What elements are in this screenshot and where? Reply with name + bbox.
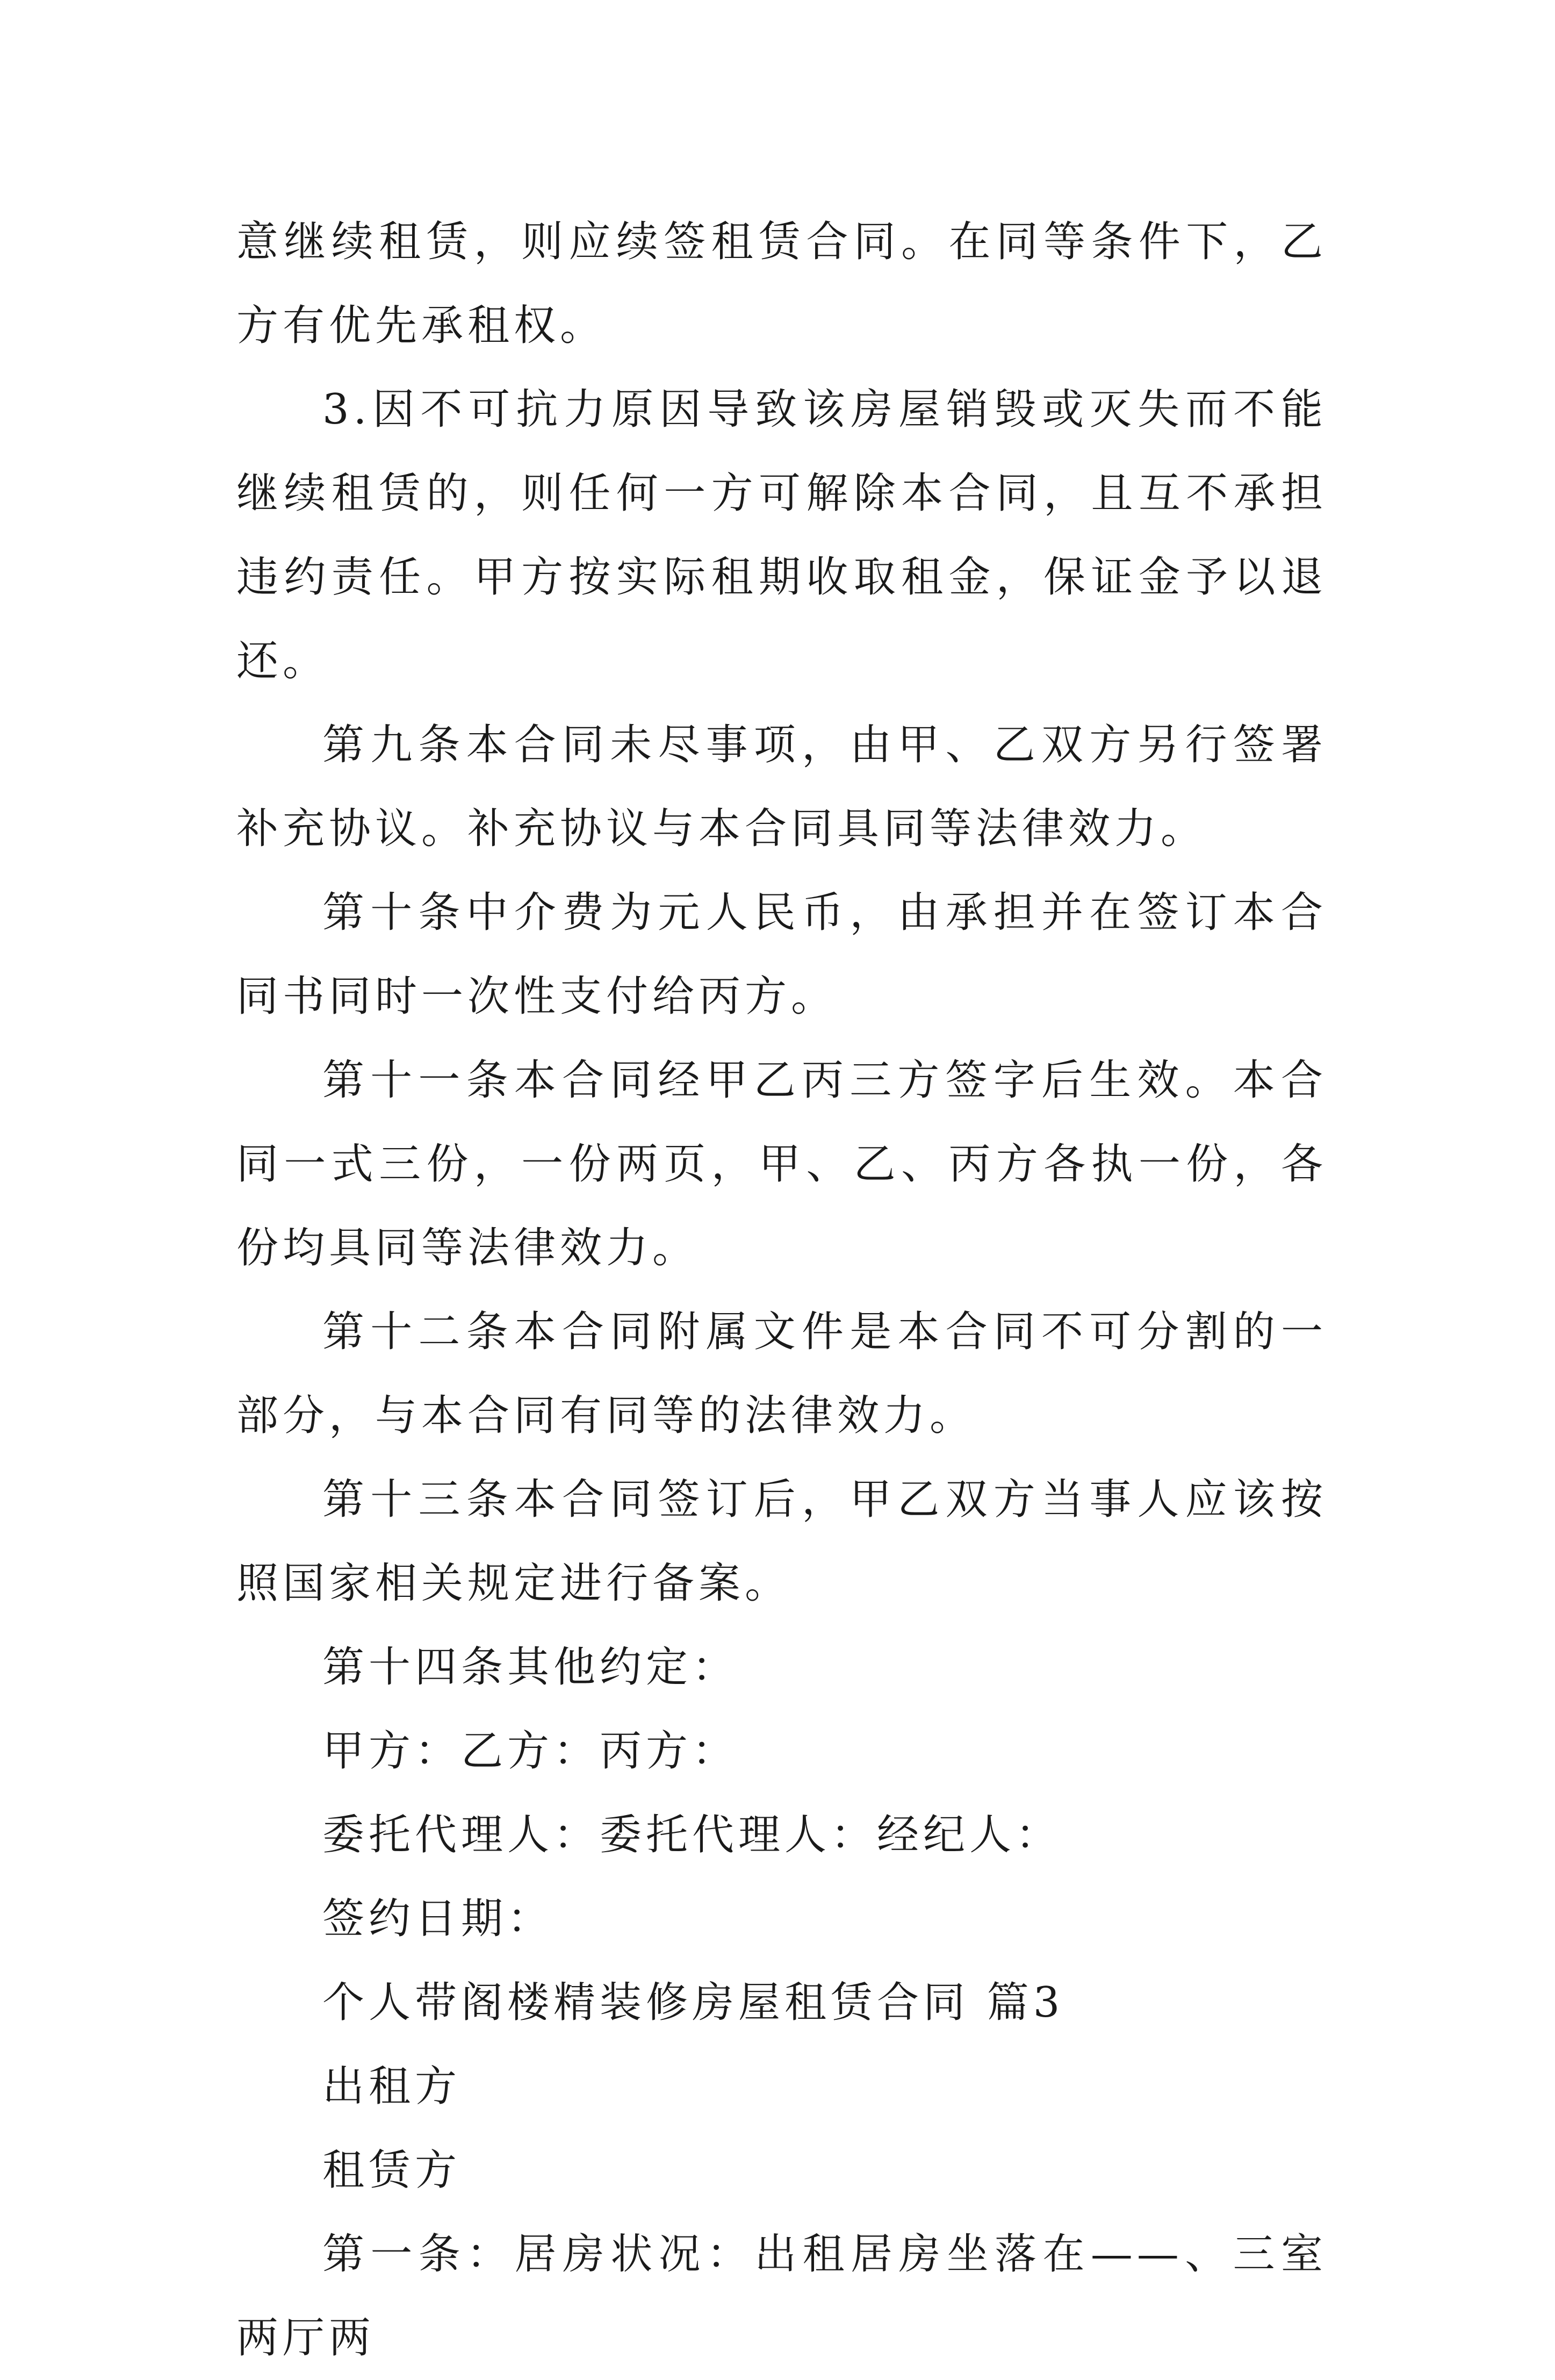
paragraph-article-14: 第十四条其他约定： [322, 1643, 739, 1691]
paragraph-force-majeure: 3.因不可抗力原因导致该房屋销毁或灭失而不能继续租赁的，则任何一方可解除本合同，且互不承担违约责任。甲方按实际租期收取租金，保证金予以退还。 [236, 385, 1327, 685]
paragraph-article-9: 第九条本合同未尽事项，由甲、乙双方另行签署补充协议。补充协议与本合同具同等法律效力。 [236, 721, 1327, 853]
lessor-label: 出租方 [322, 2062, 462, 2111]
section-heading: 个人带阁楼精装修房屋租赁合同 篇3 [322, 1978, 1064, 2027]
paragraph-article-10: 第十条中介费为元人民币，由承担并在签订本合同书同时一次性支付给丙方。 [236, 888, 1327, 1021]
paragraph-article-11: 第十一条本合同经甲乙丙三方签字后生效。本合同一式三份，一份两页，甲、乙、丙方各执一份，各份均具同等法律效力。 [236, 1056, 1327, 1272]
lessee-label: 租赁方 [322, 2146, 462, 2195]
paragraph-continuation: 意继续租赁，则应续签租赁合同。在同等条件下，乙方有优先承租权。 [236, 218, 1327, 350]
document-body [236, 200, 1327, 2380]
signature-agents-line: 委托代理人：委托代理人：经纪人： [322, 1811, 1062, 1859]
paragraph-article-1: 第一条：居房状况：出租居房坐落在——、三室两厅两 [236, 2230, 1327, 2362]
paragraph-article-13: 第十三条本合同签订后，甲乙双方当事人应该按照国家相关规定进行备案。 [236, 1475, 1327, 1608]
signature-parties-line: 甲方：乙方：丙方： [322, 1727, 739, 1775]
paragraph-article-12: 第十二条本合同附属文件是本合同不可分割的一部分，与本合同有同等的法律效力。 [236, 1308, 1327, 1440]
signing-date-line: 签约日期： [322, 1895, 554, 1943]
